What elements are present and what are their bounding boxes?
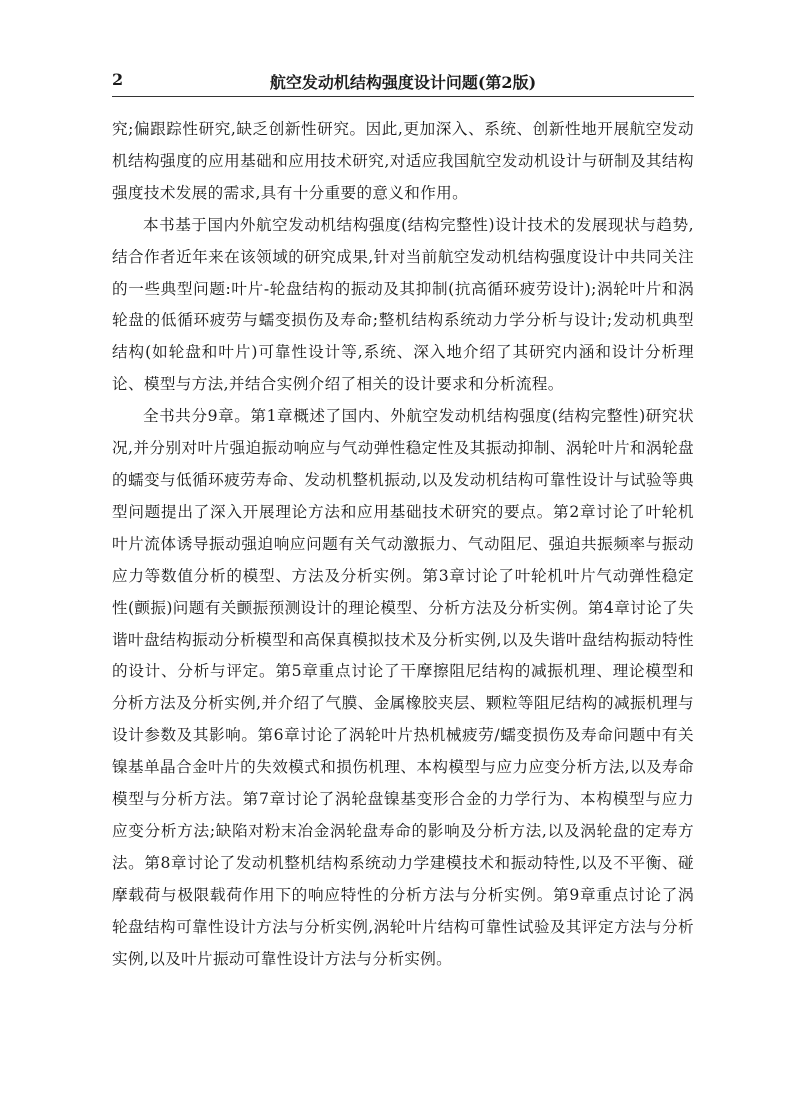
paragraph-chapter-summary: 全书共分9章。第1章概述了国内、外航空发动机结构强度(结构完整性)研究状况,并分别对叶片强迫振动响应与气动弹性稳定性及其振动抑制、涡轮叶片和涡轮盘的蠕变与低循环疲劳寿命、发动机整机振动,以及发动机结构可靠性设计与试验等典型问题提出了深入开展理论方法和应用基础技术研究的要点。第2章讨论了叶轮机叶片流体诱导振动强迫响应问题有关气动激振力、气动阻尼、强迫共振频率与振动应力等数值分析的模型、方法及分析实例。第3章讨论了叶轮机叶片气动弹性稳定性(颤振)问题有关颤振预测设计的理论模型、分析方法及分析实例。第4章讨论了失谐叶盘结构振动分析模型和高保真模拟技术及分析实例,以及失谐叶盘结构振动特性的设计、分析与评定。第5章重点讨论了干摩擦阻尼结构的减振机理、理论模型和分析方法及分析实例,并介绍了气膜、金属橡胶夹层、颗粒等阻尼结构的减振机理与设计参数及其影响。第6章讨论了涡轮叶片热机械疲劳/蠕变损伤及寿命问题中有关镍基单晶合金叶片的失效模式和损伤机理、本构模型与应力应变分析方法,以及寿命模型与分析方法。第7章讨论了涡轮盘镍基变形合金的力学行为、本构模型与应力应变分析方法;缺陷对粉末冶金涡轮盘寿命的影响及分析方法,以及涡轮盘的定寿方法。第8章讨论了发动机整机结构系统动力学建模技术和振动特性,以及不平衡、碰摩载荷与极限载荷作用下的响应特性的分析方法与分析实例。第9章重点讨论了涡轮盘结构可靠性设计方法与分析实例,涡轮叶片结构可靠性试验及其评定方法与分析实例,以及叶片振动可靠性设计方法与分析实例。 xyxy=(112,407,694,968)
page-number: 2 xyxy=(112,70,124,89)
running-title: 航空发动机结构强度设计问题(第2版) xyxy=(269,73,537,92)
paragraph-book-overview: 本书基于国内外航空发动机结构强度(结构完整性)设计技术的发展现状与趋势,结合作者近年来在该领域的研究成果,针对当前航空发动机结构强度设计中共同关注的一些典型问题:叶片-轮盘结构的振动及其抑制(抗高循环疲劳设计);涡轮叶片和涡轮盘的低循环疲劳与蠕变损伤及寿命;整机结构系统动力学分析与设计;发动机典型结构(如轮盘和叶片)可靠性设计等,系统、深入地介绍了其研究内涵和设计分析理论、模型与方法,并结合实例介绍了相关的设计要求和分析流程。 xyxy=(112,215,694,394)
running-header xyxy=(112,62,694,97)
body-text xyxy=(112,114,694,975)
paragraph-continuation: 究;偏跟踪性研究,缺乏创新性研究。因此,更加深入、系统、创新性地开展航空发动机结构强度的应用基础和应用技术研究,对适应我国航空发动机设计与研制及其结构强度技术发展的需求,具有十分重要的意义和作用。 xyxy=(112,120,694,202)
